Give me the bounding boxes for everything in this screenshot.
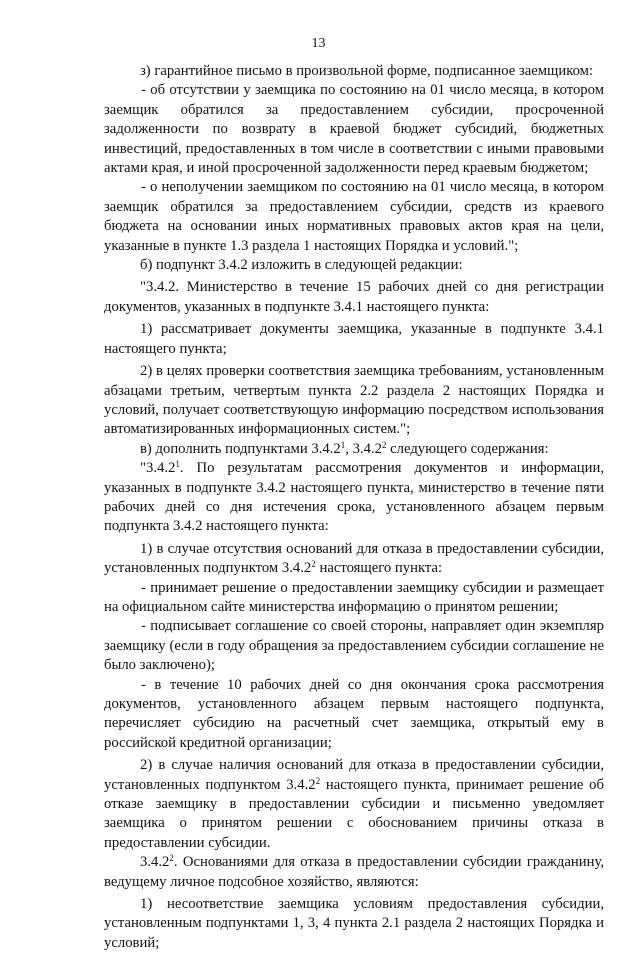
paragraph: в) дополнить подпунктами 3.4.2$^1$, 3.4.2$^2$ следующего содержания: <box>140 439 549 457</box>
paragraph: б) подпункт 3.4.2 изложить в следующей редакции: <box>140 257 463 274</box>
document-body <box>104 62 604 953</box>
paragraph: 1) рассматривает документы заемщика, указанные в подпункте 3.4.1 настоящего пункта; <box>104 321 604 357</box>
paragraph: з) гарантийное письмо в произвольной форме, подписанное заемщиком: <box>140 63 594 79</box>
paragraph: 1) несоответствие заемщика условиям предоставления субсидии, установленным подпунктами 1, 3, 4 пункта 2.1 раздела 2 настоящих Порядка и условий; <box>104 896 604 951</box>
paragraph: - подписывает соглашение со своей стороны, направляет один экземпляр заемщику (если в году обращения за предоставлением субсидии соглашение не было заключено); <box>104 618 604 674</box>
paragraph: - о неполучении заемщиком по состоянию на 01 число месяца, в котором заемщик обратился за предоставлением субсидии, средств из краевого бюджета на основании иных нормативных правовых актов края на цели, указанные в пункте 1.3 раздела 1 настоящих Порядка и условий."; <box>104 179 604 254</box>
paragraph: "3.4.2$^1$. По результатам рассмотрения документов и информации, указанных в подпункте 3.4.2 настоящего пункта, министерство в течение пяти рабочих дней со дня истечения срока, установленного абзацем первым подпункта 3.4.2 настоящего пункта: <box>104 459 604 535</box>
paragraph: 1) в случае отсутствия оснований для отказа в предоставлении субсидии, установленных подпунктом 3.4.2$^2$ настоящего пункта: <box>104 540 604 577</box>
paragraph: - в течение 10 рабочих дней со дня окончания срока рассмотрения документов, установленного абзацем первым настоящего подпункта, перечисляет субсидию на расчетный счет заемщика, открытый ему в российской кредитной организации; <box>104 676 604 751</box>
paragraph: 2) в случае наличия оснований для отказа в предоставлении субсидии, установленных подпунктом 3.4.2$^2$ настоящего пункта, принимает решение об отказе заемщику в предоставлении субсидии и письменно уведомляет заемщика о принятом решении с обоснованием причины отказа в предоставлении субсидии. <box>104 757 604 851</box>
paragraph: "3.4.2. Министерство в течение 15 рабочих дней со дня регистрации документов, указанных в подпункте 3.4.1 настоящего пункта: <box>104 279 604 315</box>
paragraph: - принимает решение о предоставлении заемщику субсидии и размещает на официальном сайте министерства информацию о принятом решении; <box>104 579 604 615</box>
page-number: 13 <box>311 36 326 51</box>
paragraph: 3.4.2$^2$. Основаниями для отказа в предоставлении субсидии гражданину, ведущему личное подсобное хозяйство, являются: <box>104 853 604 890</box>
paragraph: 2) в целях проверки соответствия заемщика требованиям, установленным абзацами третьим, четвертым пункта 2.2 раздела 2 настоящих Порядка и условий, получает соответствующую информацию посредством использования автоматизированных информационных систем."; <box>104 363 604 438</box>
paragraph: - об отсутствии у заемщика по состоянию на 01 число месяца, в котором заемщик обратился за предоставлением субсидии, просроченной задолженности по возврату в краевой бюджет субсидий, бюджетных инвестиций, предоставленных в том числе в соответствии с иными правовыми актами края, и иной просроченной задолженности перед краевым бюджетом; <box>104 82 604 177</box>
